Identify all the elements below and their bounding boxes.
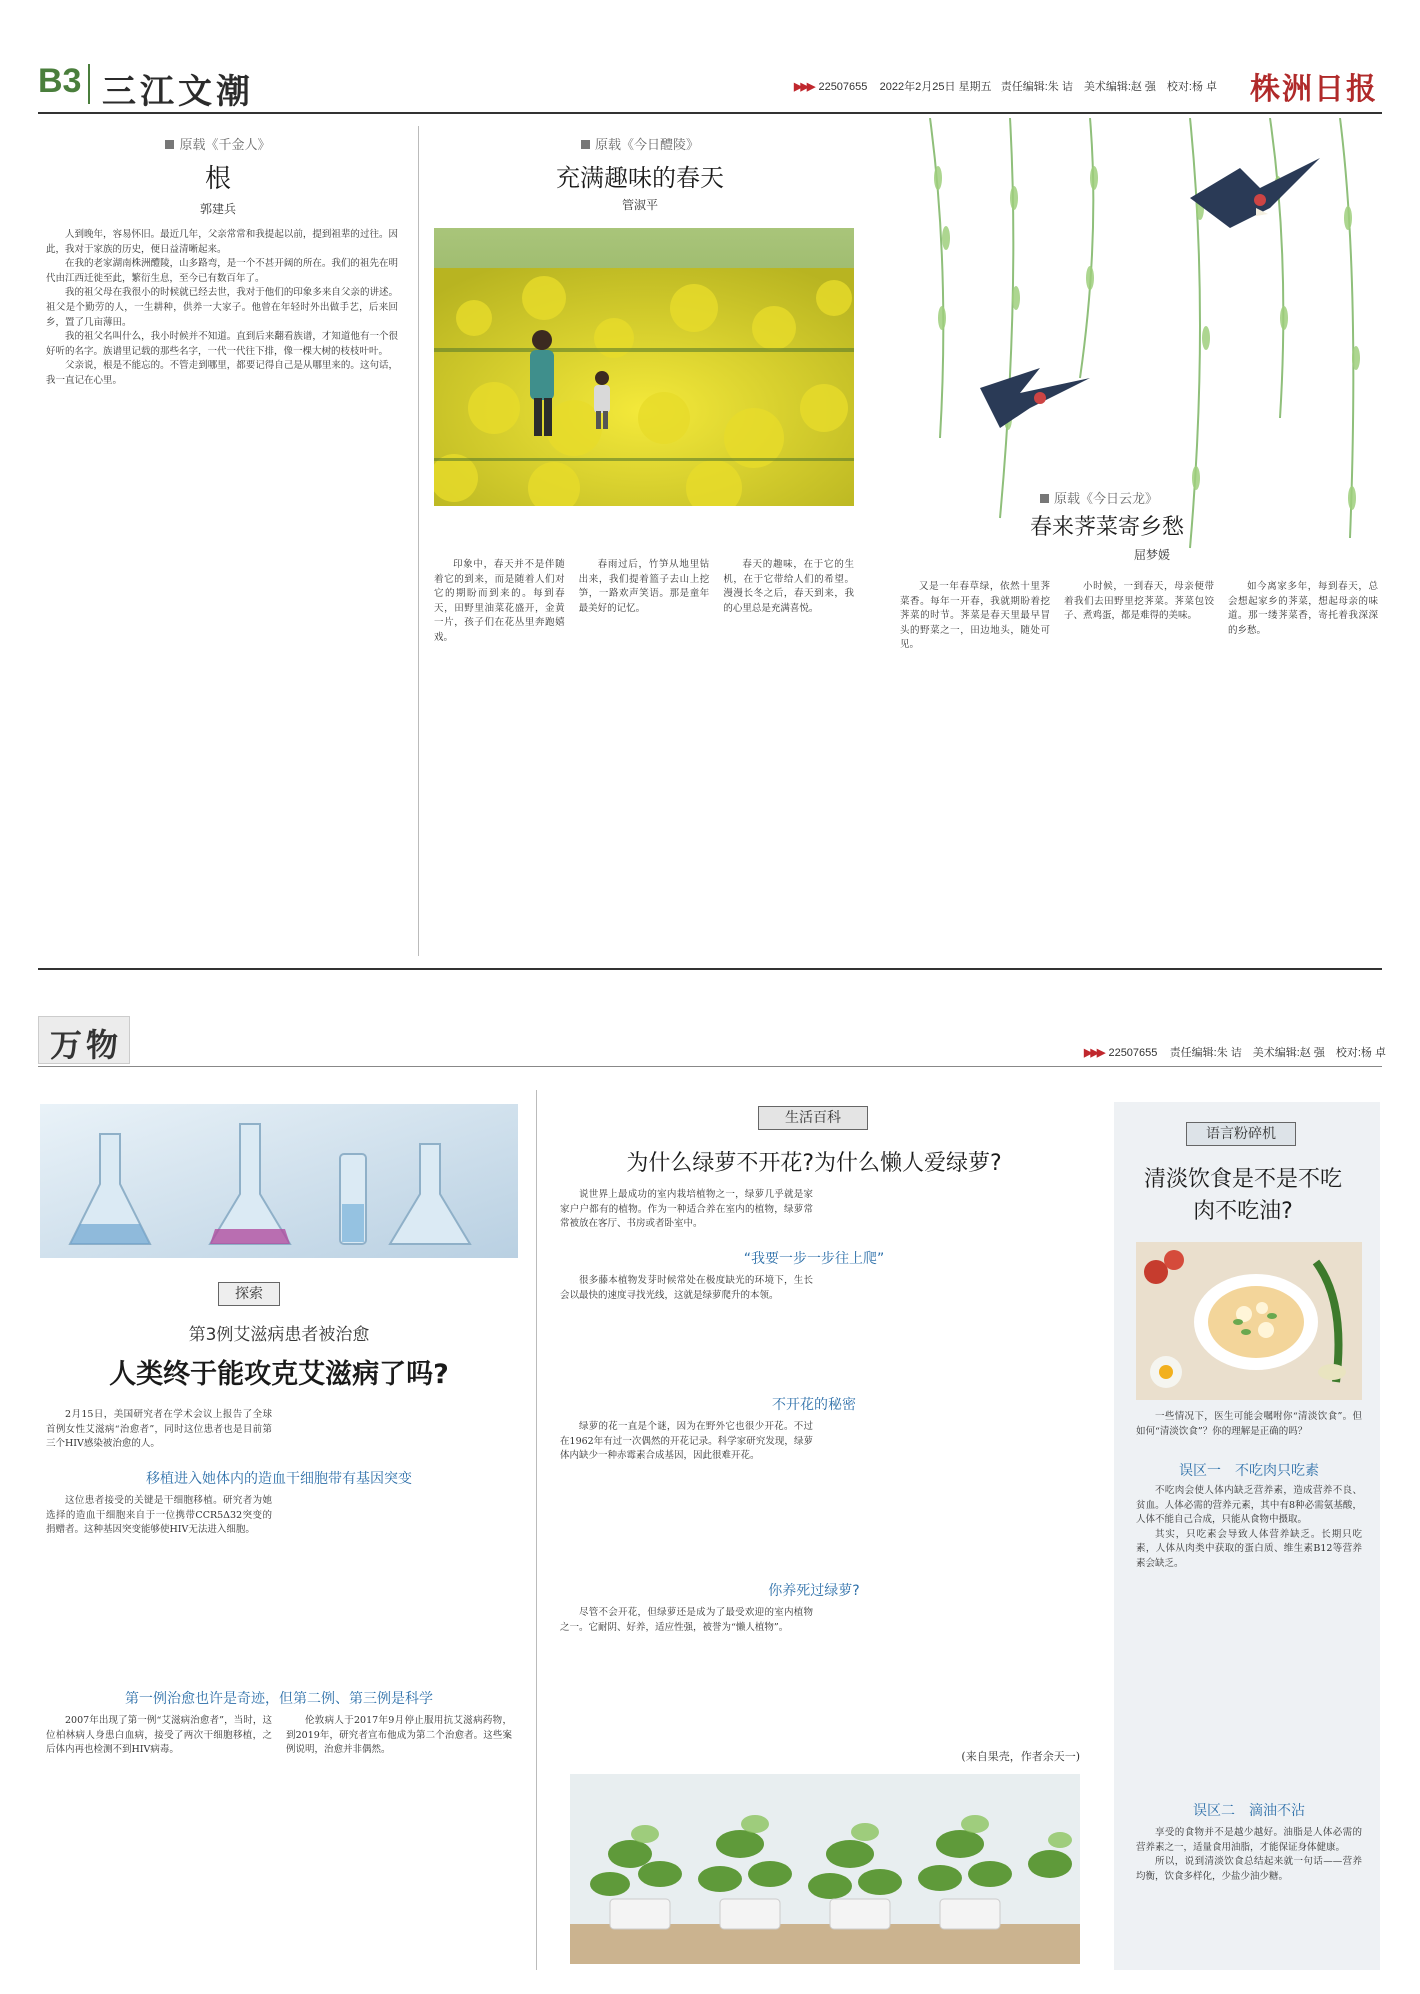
- page-code: B3: [38, 62, 82, 100]
- article-shepherd-author: 屈梦媛: [1133, 548, 1170, 562]
- article-pothos-title: 为什么绿萝不开花?为什么懒人爱绿萝?: [626, 1151, 1002, 1176]
- top-rule: [38, 112, 1382, 114]
- paragraph: 这位患者接受的关键是干细胞移植。研究者为她选择的造血干细胞来自于一位携带CCR5Δ32突变的捐赠者。这种基因突变能够使HIV无法进入细胞。: [46, 1495, 272, 1536]
- article-shepherd-body: [900, 580, 1378, 960]
- article-spring-title: 充满趣味的春天: [556, 164, 724, 192]
- paragraph: 父亲说，根是不能忘的。不管走到哪里，都要记得自己是从哪里来的。这句话，我一直记在心里。: [46, 360, 398, 386]
- masthead-logo: 株洲日报: [1250, 72, 1378, 107]
- article-pothos-body-1: [560, 1188, 1082, 1244]
- article-spring-source: 原载《今日醴陵》: [430, 134, 850, 153]
- article-diet-tag: 语言粉碎机: [1186, 1122, 1296, 1146]
- article-pothos-credit: (来自果壳，作者余天一): [961, 1750, 1080, 1763]
- article-root-author: 郭建兵: [199, 202, 236, 216]
- paragraph: 如今离家多年，每到春天，总会想起家乡的荠菜，想起母亲的味道。那一缕荠菜香，寄托着我深深的乡愁。: [1228, 581, 1378, 636]
- article-diet-title: 清淡饮食是不是不吃肉不吃油?: [1143, 1167, 1342, 1224]
- column-divider: [536, 1090, 537, 1970]
- paragraph: 很多藤本植物发芽时候常处在极度缺光的环境下，生长会以最快的速度寻找光线，这就是绿萝爬升的本领。: [560, 1275, 813, 1301]
- issue-date: 2022年2月25日: [879, 81, 956, 93]
- paragraph: 春雨过后，竹笋从地里钻出来，我们提着篮子去山上挖笋，一路欢声笑语。那是童年最美好的记忆。: [578, 559, 710, 614]
- article-pothos-body-3: [560, 1420, 1082, 1572]
- phone-number: 22507655: [818, 81, 868, 93]
- food-photo: [1136, 1242, 1362, 1400]
- mid-rule: [38, 968, 1382, 970]
- article-root-source: 原载《千金人》: [38, 134, 398, 153]
- article-aids-subhead-2: 第一例治愈也许是奇迹，但第二例、第三例是科学: [125, 1691, 433, 1707]
- arrow-icon: ▶▶▶: [1084, 1047, 1104, 1059]
- diet-myth-1: 误区一 不吃肉只吃素: [1179, 1463, 1319, 1479]
- lead-paragraph: 一些情况下，医生可能会嘱咐你“清淡饮食”。但如何“清淡饮食”？你的理解是正确的吗？: [1136, 1411, 1362, 1437]
- second-section-name: 万物: [50, 1026, 123, 1064]
- paragraph: 伦敦病人于2017年9月停止服用抗艾滋病药物，到2019年，研究者宣布他成为第二个治愈者。这些案例说明，治愈并非偶然。: [286, 1715, 512, 1756]
- paragraph: 享受的食物并不是越少越好。油脂是人体必需的营养素之一，适量食用油脂，才能保证身体健康。: [1136, 1827, 1362, 1853]
- paragraph: 我的祖父母在我很小的时候就已经去世，我对于他们的印象多来自父亲的讲述。祖父是个勤劳的人，一生耕种，供养一大家子。他曾在年轻时外出做手艺，后来回乡，置了几亩薄田。: [46, 287, 398, 328]
- paragraph: 小时候，一到春天，母亲便带着我们去田野里挖荠菜。荠菜包饺子、煮鸡蛋，都是难得的美味。: [1064, 581, 1214, 622]
- paragraph: 春天的趣味，在于它的生机，在于它带给人们的希望。漫漫长冬之后，春天到来，我的心里总是充满喜悦。: [723, 559, 854, 614]
- diet-myth-2: 误区二 滴油不沾: [1193, 1803, 1305, 1819]
- bullet-square-icon: [581, 140, 590, 149]
- editor-credits: 责任编辑:朱 诘 美术编辑:赵 强 校对:杨 卓: [1000, 81, 1218, 93]
- paragraph: 在我的老家湖南株洲醴陵，山多路弯，是一个不甚开阔的所在。我们的祖先在明代由江西迁徙至此，繁衍生息，至今已有数百年了。: [46, 258, 398, 284]
- article-aids-tag: 探索: [218, 1282, 280, 1306]
- article-aids-subtitle: 第3例艾滋病患者被治愈: [188, 1325, 370, 1345]
- second-header: [38, 1016, 1386, 1064]
- paragraph: 所以，说到清淡饮食总结起来就一句话——营养均衡，饮食多样化，少盐少油少糖。: [1136, 1856, 1362, 1882]
- article-pothos-tag: 生活百科: [758, 1106, 868, 1130]
- article-aids-lead: [46, 1408, 512, 1464]
- article-shepherd-source: 原载《今日云龙》: [1040, 488, 1320, 507]
- phone-number: 22507655: [1108, 1047, 1158, 1059]
- paragraph: 我的祖父名叫什么，我小时候并不知道。直到后来翻看族谱，才知道他有一个很好听的名字。族谱里记载的那些名字，一代一代往下排，像一棵大树的枝枝叶叶。: [46, 331, 398, 357]
- article-aids-subhead-1: 移植进入她体内的造血干细胞带有基因突变: [146, 1471, 412, 1487]
- pothos-photo: [570, 1774, 1080, 1964]
- paragraph: 不吃肉会使人体内缺乏营养素，造成营养不良、贫血。人体必需的营养元素，其中有8种必需氨基酸，人体不能自己合成，只能从食物中摄取。: [1136, 1485, 1362, 1526]
- article-pothos-subhead-1: “我要一步一步往上爬”: [743, 1251, 885, 1267]
- article-shepherd-title: 春来荠菜寄乡愁: [1030, 515, 1185, 540]
- lead-paragraph: 2月15日，美国研究者在学术会议上报告了全球首例女性艾滋病“治愈者”，同时这位患者也是目前第三个HIV感染被治愈的人。: [46, 1409, 272, 1450]
- article-spring-author: 管淑平: [621, 198, 658, 212]
- paragraph: 尽管不会开花，但绿萝还是成为了最受欢迎的室内植物之一。它耐阴、好养，适应性强，被誉为“懒人植物”。: [560, 1607, 813, 1633]
- second-header-meta: [1084, 1044, 1386, 1060]
- article-pothos-subhead-2: 不开花的秘密: [772, 1397, 856, 1413]
- paragraph: 其实，只吃素会导致人体营养缺乏。长期只吃素，人体从肉类中获取的蛋白质、维生素B12等营养素会缺乏。: [1136, 1528, 1362, 1569]
- paragraph: 人到晚年，容易怀旧。最近几年，父亲常常和我提起以前，提到祖辈的过往。因此，我对于家族的历史，便日益清晰起来。: [46, 229, 398, 255]
- article-aids-title: 人类终于能攻克艾滋病了吗?: [109, 1359, 449, 1390]
- paragraph: 又是一年春草绿，依然十里荠菜香。每年一开春，我就期盼着挖荠菜的时节。荠菜是春天里最早冒头的野菜之一，田边地头，随处可见。: [900, 581, 1050, 651]
- column-divider: [418, 126, 419, 956]
- article-aids-body-2: [46, 1714, 512, 1964]
- second-header-rule: [38, 1066, 1382, 1067]
- article-diet-body-1: [1136, 1484, 1362, 1798]
- bullet-square-icon: [1040, 494, 1049, 503]
- paragraph: 说世界上最成功的室内栽培植物之一，绿萝几乎就是家家户户都有的植物。作为一种适合养在室内的植物，绿萝常常被放在客厅、书房或者卧室中。: [560, 1189, 813, 1230]
- header-divider: [88, 64, 90, 104]
- paragraph: 绿萝的花一直是个谜，因为在野外它也很少开花。不过在1962年有过一次偶然的开花记录。科学家研究发现，绿萝体内缺少一种赤霉素合成基因，因此很难开花。: [560, 1421, 813, 1462]
- arrow-icon: ▶▶▶: [794, 81, 814, 93]
- editor-credits: 责任编辑:朱 诘 美术编辑:赵 强 校对:杨 卓: [1169, 1047, 1386, 1059]
- section-name: 三江文潮: [102, 72, 254, 112]
- bullet-square-icon: [165, 140, 174, 149]
- issue-weekday: 星期五: [958, 81, 992, 93]
- article-root-title: 根: [204, 164, 231, 194]
- article-aids-body-1: [46, 1494, 512, 1680]
- lab-glassware-photo: [40, 1104, 518, 1258]
- header-meta: [794, 78, 1217, 94]
- paragraph: 2007年出现了第一例“艾滋病治愈者”，当时，这位柏林病人身患白血病，接受了两次干细胞移植，之后体内再也检测不到HIV病毒。: [46, 1715, 272, 1756]
- article-pothos-body-4: [560, 1606, 1082, 1746]
- willow-swallows-illustration: [890, 118, 1380, 578]
- article-spring-body: [434, 558, 854, 958]
- top-header: [38, 62, 1382, 112]
- article-pothos-body-2: [560, 1274, 1082, 1386]
- article-root-body: [46, 228, 398, 956]
- article-pothos-subhead-3: 你养死过绿萝?: [768, 1583, 860, 1599]
- rapeseed-field-photo: [434, 228, 854, 506]
- article-diet-lead: [1136, 1410, 1362, 1439]
- paragraph: 印象中，春天并不是伴随着它的到来，而是随着人们对它的期盼而到来的。每到春天，田野里油菜花盛开，金黄一片，孩子们在花丛里奔跑嬉戏。: [434, 559, 565, 643]
- article-diet-body-2: [1136, 1826, 1362, 1962]
